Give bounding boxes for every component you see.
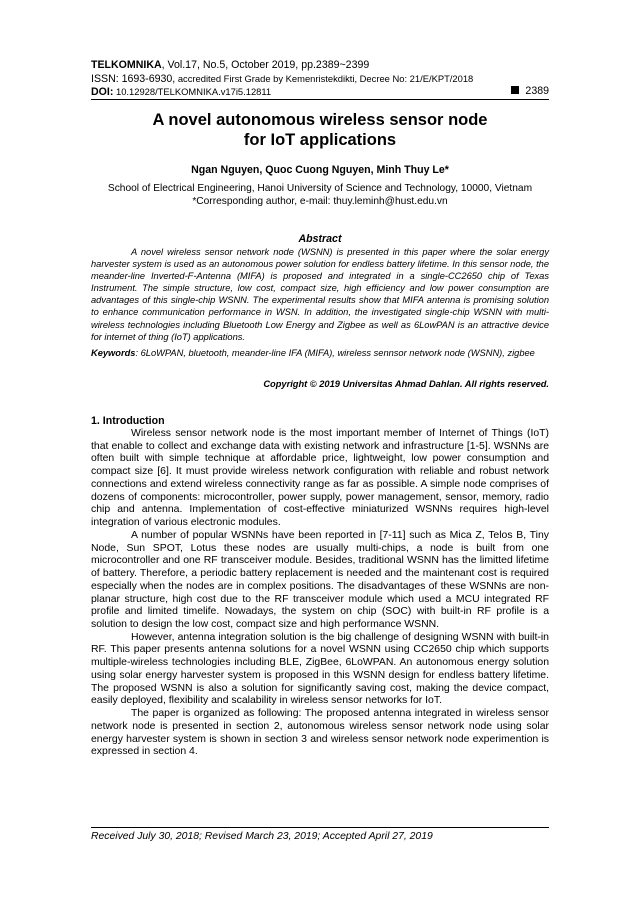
section-heading: 1. Introduction bbox=[91, 415, 165, 427]
affiliation: School of Electrical Engineering, Hanoi University of Science and Technology, 10000, Vietnam bbox=[107, 183, 533, 194]
paragraph: The paper is organized as following: The proposed antenna integrated in wireless sensor network node is presented in section 2, autonomous wireless sensor network node using solar energy harvester system is shown in section 3 and wireless sensor network node experimention is expressed in section 4. bbox=[91, 708, 549, 758]
page-number: 2389 bbox=[525, 85, 549, 97]
abstract-text: A novel wireless sensor network node (WSNN) is presented in this paper where the solar energy harvester system is used as an autonomous power solution for endless battery lifetime. In this sensor node, the meander-line Inverted-F-Antenna (MIFA) is proposed and integrated in a single-CC2650 chip of Texas Instrument. The simple structure, low cost, compact size, high efficiency and low power consumption are advantages of this single-chip WSNN. The experimental results show that MIFA antenna is promising solution to enhance communication performance in WSN. In addition, the investigated single-chip WSNN with multi-wireless technologies including Bluetooth Low Energy and Zigbee as well as 6LowPAN is an attractive device for internet of thing (IoT) applications. bbox=[91, 247, 549, 342]
paragraph: However, antenna integration solution is the big challenge of designing WSNN with built-in RF. This paper presents antenna solutions for a novel WSNN using CC2650 chip which supports multiple-wireless technologies including BLE, ZigBee, 6LoWPAN. An autonomous energy solution using solar energy harvester system is proposed in this WSNN design for endless battery lifetime. The proposed WSNN is also a solution for significantly saving cost, making the device compact, easily deployed, flexibility and scalability in wireless sensor networks for IoT. bbox=[91, 631, 549, 707]
header-rule bbox=[91, 99, 549, 100]
volume-info: , Vol.17, No.5, October 2019, pp.2389~2399 bbox=[161, 59, 370, 71]
footer-rule bbox=[91, 827, 549, 828]
copyright: Copyright © 2019 Universitas Ahmad Dahlan. All rights reserved. bbox=[263, 379, 549, 389]
keywords-list: : 6LoWPAN, bluetooth, meander-line IFA (MIFA), wireless sennsor network node (WSNN), zigbee bbox=[135, 348, 535, 358]
paper-title bbox=[91, 110, 549, 150]
keywords-label: Keywords bbox=[91, 348, 136, 358]
authors: Ngan Nguyen, Quoc Cuong Nguyen, Minh Thuy Le* bbox=[191, 164, 449, 176]
paragraph: Wireless sensor network node is the most important member of Internet of Things (IoT) that enable to collect and exchange data with existing network and infrastructure [1-5]. WSNNs are often built with simple technique at affordable price, lightweight, low power consumption and compact size [6]. It must provide wireless network configuration with reliable and robust network connections and extend wireless connectivity range as far as possible. A simple node comprises of dozens of components: microcontroller, power supply, power management, sensor, memory, radio chip and antenna. Implementation of cost-effective miniaturized WSNNs requires high-level integration of various electronic modules. bbox=[91, 428, 549, 529]
doi-label: DOI: bbox=[91, 86, 114, 98]
keywords bbox=[91, 347, 549, 359]
title-line-1: A novel autonomous wireless sensor node bbox=[152, 111, 488, 129]
received-dates: Received July 30, 2018; Revised March 23, 2019; Accepted April 27, 2019 bbox=[91, 831, 433, 842]
accreditation: accredited First Grade by Kemenristekdikti, Decree No: 21/E/KPT/2018 bbox=[175, 73, 474, 84]
issn-line bbox=[91, 72, 549, 86]
body-text bbox=[91, 428, 549, 759]
doi-line bbox=[91, 85, 549, 99]
affiliation-block bbox=[91, 182, 549, 208]
abstract-heading: Abstract bbox=[298, 233, 342, 245]
square-bullet-icon bbox=[511, 86, 519, 94]
page-number-block bbox=[511, 85, 549, 98]
journal-header bbox=[91, 59, 549, 72]
issn: ISSN: 1693-6930, bbox=[91, 73, 176, 85]
doi-link[interactable]: 10.12928/TELKOMNIKA.v17i5.12811 bbox=[113, 86, 272, 97]
title-line-2: for IoT applications bbox=[243, 131, 397, 149]
paragraph: A number of popular WSNNs have been reported in [7-11] such as Mica Z, Telos B, Tiny Node, Sun SPOT, Lotus these nodes are usually multi-chips, a node is built from one microcontroller and one RF transceiver module. Besides, traditional WSNN has the limitted lifetime of battery. Therefore, a periodic battery replacement is needed and the maintenant cost is required especially when the nodes are in complex positions. The disadvantages of these WSNNs are non-planar structure, high cost due to the RF transceiver module which used a MCU integrated RF profile and limited timelife. Nowadays, the system on chip (SOC) with built-in RF profile is a solution to design the low cost, compact size and high performance WSNN. bbox=[91, 529, 549, 631]
corresponding-author: *Corresponding author, e-mail: thuy.leminh@hust.edu.vn bbox=[192, 196, 448, 207]
journal-name: TELKOMNIKA bbox=[91, 59, 162, 71]
